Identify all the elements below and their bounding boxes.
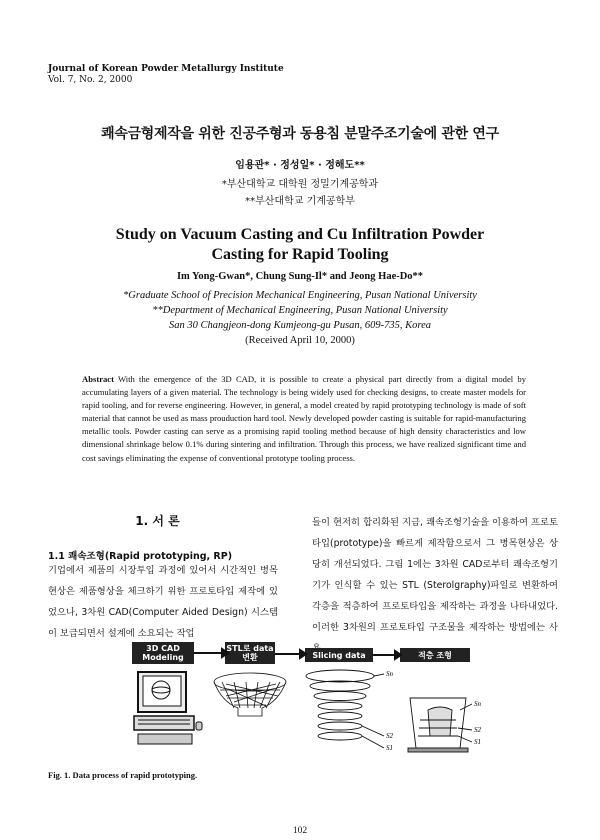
computer-icon (134, 672, 202, 744)
english-address: San 30 Changjeon-dong Kumjeong-gu Pusan, 609-735, Korea (168, 320, 432, 331)
abstract-label: Abstract (82, 374, 114, 384)
sliced-layers-icon (306, 670, 384, 748)
stack-label-sn: Sn (474, 700, 481, 708)
english-affiliation-1: *Graduate School of Precision Mechanical Engineering, Pusan National University (123, 290, 477, 301)
body-text-right-column: 들이 현저히 합리화된 지금, 쾌속조형기술을 이용하여 프로토타입(prototype)을 빠르게 제작함으로서 그 병목현상은 상당히 개선되었다. 그림 1에는 3차원 CAD로부터 쾌속조형기기가 인식할 수 있는 STL (Sterolgraphy)파일로 변환하여 각층을 적층하여 프로토타입을 제작하는 과정을 나타내었다. 이러한 3차원의 프로토타입 구조물을 제작하는 방법에는 사 (312, 517, 558, 633)
korean-affiliation-2: **부산대학교 기계공학부 (245, 196, 355, 207)
page-number: 102 (292, 826, 308, 836)
section-heading: 1. 서 론 (135, 514, 180, 528)
english-title-line-1: Study on Vacuum Casting and Cu Infiltration Powder (115, 226, 485, 243)
korean-affiliation-1: *부산대학교 대학원 정밀기계공학과 (221, 179, 379, 190)
stage-box-slicing (305, 648, 373, 662)
stage-box-cad (132, 642, 194, 664)
subsection-heading: 1.1 쾌속조형(Rapid prototyping, RP) (48, 551, 233, 562)
stack-label-s1: S1 (474, 738, 481, 746)
english-title (0, 225, 600, 265)
stl-mesh-icon (214, 673, 286, 716)
english-authors: Im Yong-Gwan*, Chung Sung-Il* and Jeong Hae-Do** (176, 271, 424, 282)
journal-name: Journal of Korean Powder Metallurgy Institute (48, 64, 284, 74)
layer-label-s1: S1 (386, 744, 393, 752)
stage-box-stacking (400, 648, 470, 662)
journal-volume: Vol. 7, No. 2, 2000 (48, 75, 133, 85)
layer-label-sn: Sn (386, 670, 393, 678)
stack-label-s2: S2 (474, 726, 481, 734)
abstract-text: With the emergence of the 3D CAD, it is possible to create a physical part directly from a digital model by accumulating layers of a given material. The technology is being widely used for checking designs, to create master models for rapid tooling, and for reverse engineering. However, in general, a model created by rapid prototyping technology is made of soft material that cannot be used as mass prouduction hard tool. Newly developed powder casting is suitable for rapid-manufacturing metallic tools. Powder casting can serve as a promising rapid tooling method because of high density characteristics and low dimensional shrinkage below 0.1% during sintering and infiltration. Through this process, we have realized significant time and cost savings eliminating the expense of conventional prototype tooling process. (82, 374, 526, 463)
korean-title: 쾌속금형제작을 위한 진공주형과 동용침 분말주조기술에 관한 연구 (101, 126, 499, 142)
body-text-left-column: 기업에서 제품의 시장투입 과정에 있어서 시간적인 병목현상은 제품형상을 체크하기 위한 프로토타입 제작에 있었으나, 3차원 CAD(Computer Aided Design) 시스템이 보급되면서 설계에 소요되는 작업 (48, 565, 278, 639)
layer-label-s2: S2 (386, 732, 393, 740)
korean-authors: 임용관* · 정성일* · 정해도** (235, 160, 365, 171)
stage-label-slicing: Slicing data (312, 651, 366, 660)
english-affiliation-2: **Department of Mechanical Engineering, Pusan National University (152, 305, 448, 316)
stage-box-stl (225, 642, 275, 664)
stage-label-stacking: 적층 조형 (418, 651, 452, 660)
english-title-line-2: Casting for Rapid Tooling (211, 246, 389, 263)
stage-label-stl: STL로 data 변환 (226, 644, 274, 662)
rp-process-figure (130, 640, 490, 765)
stacked-build-icon (408, 698, 472, 752)
figure-caption: Fig. 1. Data process of rapid prototyping. (48, 770, 198, 780)
abstract (82, 373, 526, 465)
received-date: (Received April 10, 2000) (245, 335, 355, 346)
stage-label-cad: 3D CAD Modeling (142, 644, 184, 662)
